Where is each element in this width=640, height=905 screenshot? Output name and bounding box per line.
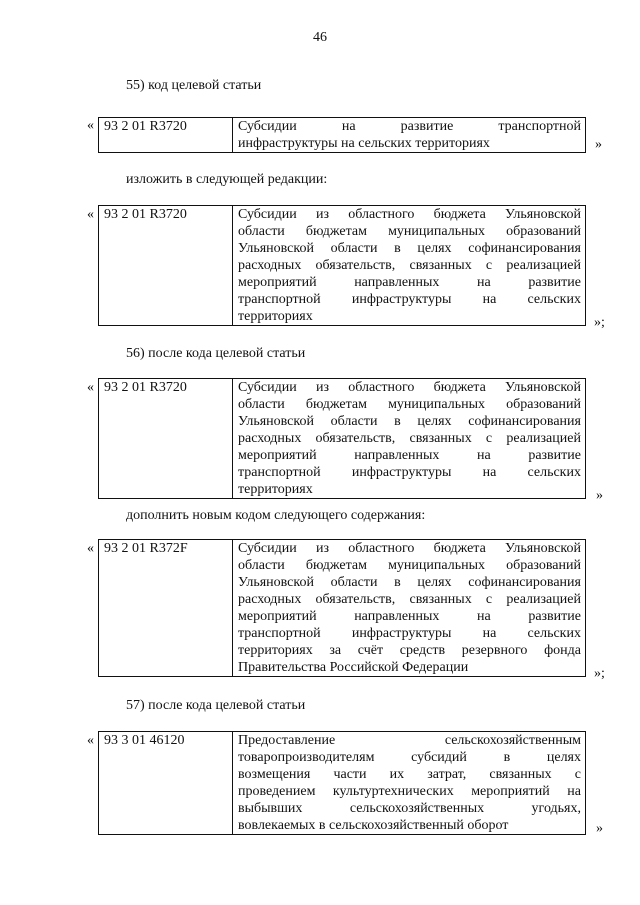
code-cell: 93 2 01 R372F [99,540,233,676]
description-word: Ульяновской [238,414,314,429]
description-word: софинансирования [468,241,581,256]
description-word: сельскохозяйственных [349,801,485,816]
description-word: их [389,767,405,782]
description-word: субсидий [411,750,467,765]
description-word: расходных [238,258,302,273]
description-word: целях [417,241,452,256]
description-word: сельских [527,465,581,480]
description-line [238,625,581,642]
description-line [238,118,581,135]
description-word: Ульяновской [505,380,581,395]
description-word: софинансирования [468,575,581,590]
description-word: транспортной [498,119,581,134]
description-word: целях [417,414,452,429]
description-word: области [238,224,285,239]
code-table-1 [98,117,586,153]
description-word: затрат, [427,767,467,782]
description-line [238,240,581,257]
description-word: с [485,592,493,607]
description-word: в [394,241,401,256]
description-line [238,308,581,325]
description-word: из [315,541,329,556]
description-word: Ульяновской [505,207,581,222]
description-cell [233,118,585,152]
description-line [238,447,581,464]
description-word: направленных [354,275,440,290]
description-word: бюджета [433,207,486,222]
description-word: с [485,258,493,273]
open-quote: « [87,207,94,222]
code-table-4 [98,539,586,677]
description-word: с [574,767,581,782]
description-word: целях [546,750,581,765]
description-line [238,291,581,308]
description-word: товаропроизводителям [238,750,375,765]
description-word: инфраструктуры на сельских территориях [238,136,490,151]
description-word: развитие [400,119,454,134]
description-word: образований [506,558,581,573]
code-cell: 93 3 01 46120 [99,732,233,834]
description-line [238,642,581,659]
description-word: на [482,292,497,307]
description-word: Субсидии [238,207,297,222]
open-quote: « [87,541,94,556]
description-line [238,413,581,430]
description-word: софинансирования [468,414,581,429]
description-line [238,135,581,152]
description-word: развитие [528,448,581,463]
description-line [238,766,581,783]
description-word: Субсидии [238,119,297,134]
description-word: области [330,414,378,429]
description-word: резервного [461,643,528,658]
description-line [238,817,581,834]
description-word: Ульяновской [505,541,581,556]
description-word: территориях [238,643,313,658]
close-quote: » [595,137,602,152]
description-word: проведением [238,784,316,799]
description-word: в [503,750,511,765]
description-word: реализацией [506,258,581,273]
description-word: расходных [238,431,302,446]
description-word: целях [417,575,452,590]
description-word: мероприятий [238,448,317,463]
description-line [238,783,581,800]
edit-instruction: изложить в следующей редакции: [126,172,328,187]
description-line [238,379,581,396]
description-word: угодьях, [531,801,581,816]
description-word: выбывших [238,801,303,816]
description-word: сельских [527,626,581,641]
description-word: области [238,397,285,412]
description-word: на [477,275,491,290]
description-word: обязательств, [315,592,396,607]
description-word: транспортной [238,465,321,480]
description-line [238,430,581,447]
page-number: 46 [313,30,327,45]
description-line [238,206,581,223]
description-word: реализацией [506,592,581,607]
description-word: реализацией [506,431,581,446]
description-line [238,749,581,766]
description-word: транспортной [238,292,321,307]
item-55-heading: 55) код целевой статьи [126,78,262,93]
description-line [238,464,581,481]
item-56-heading: 56) после кода целевой статьи [126,346,306,361]
description-word: областного [348,541,415,556]
description-word: направленных [354,609,440,624]
description-word: области [238,558,285,573]
open-quote: « [87,118,94,133]
description-word: культуртехнических [332,784,454,799]
description-word: на [477,609,491,624]
code-cell: 93 2 01 R3720 [99,206,233,325]
description-word: Субсидии [238,380,297,395]
description-line [238,481,581,498]
item-57-heading: 57) после кода целевой статьи [126,698,306,713]
description-word: области [330,575,378,590]
description-word: мероприятий [238,275,317,290]
description-word: за [329,643,342,658]
code-cell: 93 2 01 R3720 [99,118,233,152]
description-line [238,223,581,240]
description-line [238,257,581,274]
code-table-3 [98,378,586,499]
description-word: на [477,448,491,463]
description-word: сельских [527,292,581,307]
description-line [238,591,581,608]
description-word: обязательств, [315,431,396,446]
description-word: бюджетам [305,224,367,239]
description-word: расходных [238,592,302,607]
description-word: с [485,431,493,446]
description-word: счёт [357,643,384,658]
description-word: муниципальных [388,224,485,239]
description-word: на [341,119,356,134]
description-word: мероприятий [471,784,550,799]
description-word: области [330,241,378,256]
code-table-2 [98,205,586,326]
open-quote: « [87,380,94,395]
code-table-5 [98,731,586,835]
description-word: областного [348,207,415,222]
description-word: на [567,784,581,799]
description-word: на [482,626,497,641]
description-word: территориях [238,482,313,497]
close-quote: »; [594,315,605,330]
description-word: в [394,575,401,590]
description-line [238,574,581,591]
description-word: направленных [354,448,440,463]
description-word: инфраструктуры [351,626,452,641]
description-word: бюджета [433,541,486,556]
description-word: инфраструктуры [351,292,452,307]
description-word: Ульяновской [238,575,314,590]
description-word: связанных [409,592,472,607]
description-word: из [315,380,329,395]
description-word: инфраструктуры [351,465,452,480]
description-word: муниципальных [388,558,485,573]
description-word: Предоставление [238,733,336,748]
description-word: связанных [489,767,552,782]
description-cell [233,540,585,676]
description-cell [233,732,585,834]
description-word: Субсидии [238,541,297,556]
description-line [238,732,581,749]
description-word: на [482,465,497,480]
description-word: из [315,207,329,222]
description-word: территориях [238,309,313,324]
description-cell [233,379,585,498]
close-quote: » [596,488,603,503]
description-word: средств [399,643,446,658]
description-line [238,396,581,413]
description-word: связанных [409,258,472,273]
description-word: развитие [528,275,581,290]
description-word: мероприятий [238,609,317,624]
description-word: развитие [528,609,581,624]
open-quote: « [87,733,94,748]
description-line [238,608,581,625]
description-word: возмещения [238,767,311,782]
description-word: бюджетам [305,558,367,573]
description-word: сельскохозяйственным [444,733,581,748]
description-word: фонда [544,643,581,658]
description-word: муниципальных [388,397,485,412]
description-line [238,557,581,574]
description-word: образований [506,397,581,412]
close-quote: » [596,821,603,836]
add-instruction: дополнить новым кодом следующего содержания: [126,508,426,523]
description-word: Правительства Российской Федерации [238,660,469,675]
description-word: вовлекаемых в сельскохозяйственный оборот [238,818,509,833]
code-cell: 93 2 01 R3720 [99,379,233,498]
description-word: в [394,414,401,429]
description-word: части [333,767,367,782]
description-word: Ульяновской [238,241,314,256]
description-word: областного [348,380,415,395]
close-quote: »; [594,666,605,681]
description-line [238,540,581,557]
description-word: обязательств, [315,258,396,273]
description-line [238,274,581,291]
description-line [238,800,581,817]
description-line [238,659,581,676]
description-word: образований [506,224,581,239]
description-word: транспортной [238,626,321,641]
description-word: бюджетам [305,397,367,412]
description-word: бюджета [433,380,486,395]
description-word: связанных [409,431,472,446]
description-cell [233,206,585,325]
